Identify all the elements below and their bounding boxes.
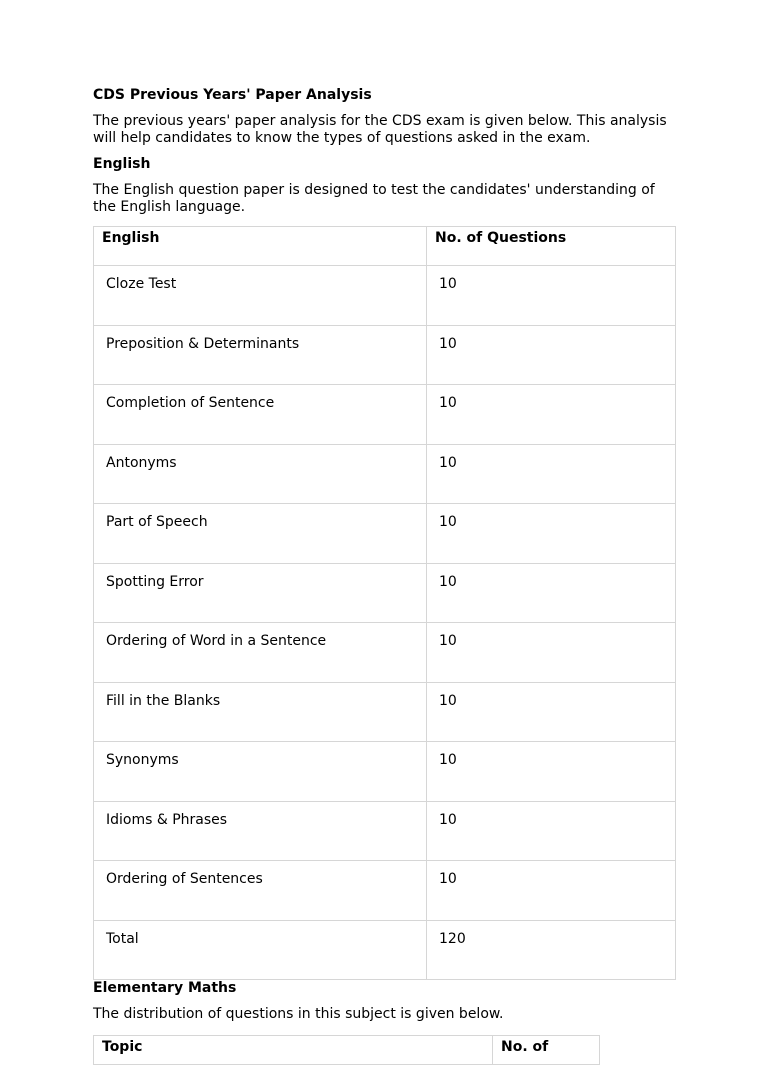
count-cell: 10	[427, 623, 676, 683]
english-description: The English question paper is designed to test the candidates' understanding of the English language.	[93, 182, 655, 215]
table-header-cell: English	[94, 227, 427, 266]
intro-paragraph: The previous years' paper analysis for the CDS exam is given below. This analysis will help candidates to know the types of questions asked in the exam.	[93, 113, 667, 146]
table-row	[94, 504, 676, 564]
english-table	[93, 226, 676, 980]
table-header-cell: Topic	[94, 1036, 493, 1065]
topic-cell: Idioms & Phrases	[94, 801, 427, 861]
count-cell: 10	[427, 682, 676, 742]
table-row	[94, 325, 676, 385]
topic-cell: Cloze Test	[94, 266, 427, 326]
table-row	[94, 861, 676, 921]
table-row	[94, 385, 676, 445]
table-header-row	[94, 227, 676, 266]
table-row	[94, 623, 676, 683]
table-row	[94, 682, 676, 742]
page-title: CDS Previous Years' Paper Analysis	[93, 87, 372, 103]
maths-table	[93, 1035, 600, 1065]
total-count-cell: 120	[427, 920, 676, 980]
count-cell: 10	[427, 385, 676, 445]
topic-cell: Ordering of Sentences	[94, 861, 427, 921]
count-cell: 10	[427, 563, 676, 623]
maths-description: The distribution of questions in this subject is given below.	[93, 1006, 504, 1022]
topic-cell: Spotting Error	[94, 563, 427, 623]
topic-cell: Synonyms	[94, 742, 427, 802]
count-cell: 10	[427, 444, 676, 504]
topic-cell: Antonyms	[94, 444, 427, 504]
total-label-cell: Total	[94, 920, 427, 980]
table-row	[94, 801, 676, 861]
topic-cell: Preposition & Determinants	[94, 325, 427, 385]
count-cell: 10	[427, 266, 676, 326]
topic-cell: Completion of Sentence	[94, 385, 427, 445]
count-cell: 10	[427, 504, 676, 564]
table-row	[94, 563, 676, 623]
count-cell: 10	[427, 742, 676, 802]
table-header-cell: No. of	[493, 1036, 600, 1065]
maths-heading: Elementary Maths	[93, 980, 237, 996]
count-cell: 10	[427, 325, 676, 385]
count-cell: 10	[427, 801, 676, 861]
table-header-row	[94, 1036, 600, 1065]
count-cell: 10	[427, 861, 676, 921]
topic-cell: Part of Speech	[94, 504, 427, 564]
table-row	[94, 742, 676, 802]
english-heading: English	[93, 156, 151, 172]
table-row	[94, 266, 676, 326]
table-header-cell: No. of Questions	[427, 227, 676, 266]
topic-cell: Fill in the Blanks	[94, 682, 427, 742]
document-page	[93, 87, 677, 1065]
table-row	[94, 444, 676, 504]
topic-cell: Ordering of Word in a Sentence	[94, 623, 427, 683]
table-row-total	[94, 920, 676, 980]
